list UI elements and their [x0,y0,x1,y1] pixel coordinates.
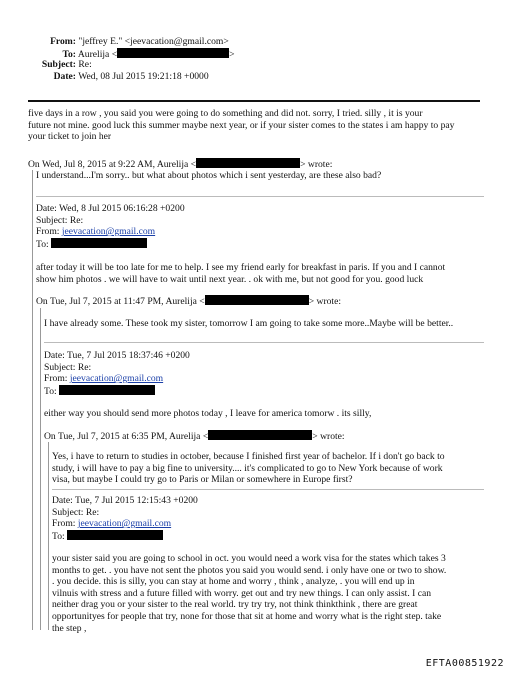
block-to: To: [36,238,185,251]
message-body-1: five days in a row , you said you were going to do something and did not. sorry, I tried. silly , it is your future not mine. good luck this summer maybe next year, or if your sister comes to the states i am happy to pay your ticket to join her [28,108,455,143]
header-date-value: Wed, 08 Jul 2015 19:21:18 +0000 [78,70,209,82]
redaction-bar [196,158,300,168]
header-divider [28,100,480,102]
quote-bar-3 [48,442,49,630]
email-link[interactable]: jeevacation@gmail.com [77,518,172,530]
redaction-bar [67,530,163,540]
quote-text-2: I have already some. These took my sister, tomorrow I am going to take some more..Maybe will be better.. [44,318,454,329]
block-date: Date: Wed, 8 Jul 2015 06:16:28 +0200 [36,203,185,214]
quote-bar-1 [32,170,33,630]
message-block-2 [36,203,185,250]
quote-divider [52,489,484,490]
redaction-bar [59,385,155,395]
header-from [0,36,300,48]
block-from: From: jeevacation@gmail.com [36,226,156,238]
block-subject: Subject: Re: [52,506,100,518]
header-subject [0,59,300,71]
header-from-label: From: [50,36,76,47]
header-subject-label: Subject: [41,59,76,71]
block-from: From: jeevacation@gmail.com [52,518,172,530]
redaction-bar [117,48,229,58]
header-to: To: Aurelija < > [0,48,300,61]
quote-divider [36,196,484,197]
header-date-label: Date: [53,70,76,82]
redaction-bar [205,295,309,305]
redaction-bar [51,238,147,248]
block-to: To: [44,385,190,398]
block-date: Date: Tue, 7 Jul 2015 18:37:46 +0200 [44,350,190,361]
block-from: From: jeevacation@gmail.com [44,373,164,385]
message-block-4 [52,495,198,542]
header-from-value: "jeffrey E." <jeevacation@gmail.com> [78,36,229,47]
message-body-4: your sister said you are going to school in oct. you would need a work visa for the states which takes 3 months to get. . you have not sent the photos you said you would send. i only have one or two to show. . you decide. this is silly, you can stay at home and worry , think , analyze, . you will end up in vilnuis with stress and a future filled with worry. get out and try new things. I can only assist. I can neither drag you or your sister to the real world. try try try, not think thinkthink , there are great opportunityes for people that try, none for those that sit at home and worry what is the right step. take the step , [52,553,447,634]
email-link[interactable]: jeevacation@gmail.com [69,373,164,385]
quote-intro-3: On Tue, Jul 7, 2015 at 6:35 PM, Aurelija < > wrote: [44,431,345,442]
header-subject-value: Re: [78,59,92,71]
header-to-value: Aurelija < [77,48,118,60]
message-body-3: either way you should send more photos today , I leave for america tomorw . its silly, [44,408,372,419]
block-date: Date: Tue, 7 Jul 2015 12:15:43 +0200 [52,495,198,506]
header-to-label: To: [62,48,76,60]
redaction-bar [208,430,312,440]
quote-bar-2 [40,308,41,630]
message-body-2: after today it will be too late for me to help. I see my friend early for breakfast in paris. If you and I cannot show him photos . we will have to wait until next year. . ok with me, but not good for you. good luck [36,262,446,285]
quote-text-1: I understand...I'm sorry.. but what about photos which i sent yesterday, are these also bad? [36,170,382,181]
quote-text-3: Yes, i have to return to studies in october, because I finished first year of bachelor. If i don't go back to study, i will have to pay a big fine to university.... it's complicated to go to New York because of work visa, but maybe I could try go to Paris or Milan or somewhere in Europe first? [52,451,445,486]
block-subject: Subject: Re: [36,214,84,226]
quote-intro-2: On Tue, Jul 7, 2015 at 11:47 PM, Aurelija < > wrote: [36,296,342,307]
quote-intro-1: On Wed, Jul 8, 2015 at 9:22 AM, Aurelija < > wrote: [28,159,333,170]
header-date [0,71,300,83]
block-subject: Subject: Re: [44,361,92,373]
quote-divider [44,342,484,343]
email-link[interactable]: jeevacation@gmail.com [61,226,156,238]
block-to: To: [52,530,198,543]
message-block-3 [44,350,190,397]
document-id: EFTA00851922 [425,658,504,670]
